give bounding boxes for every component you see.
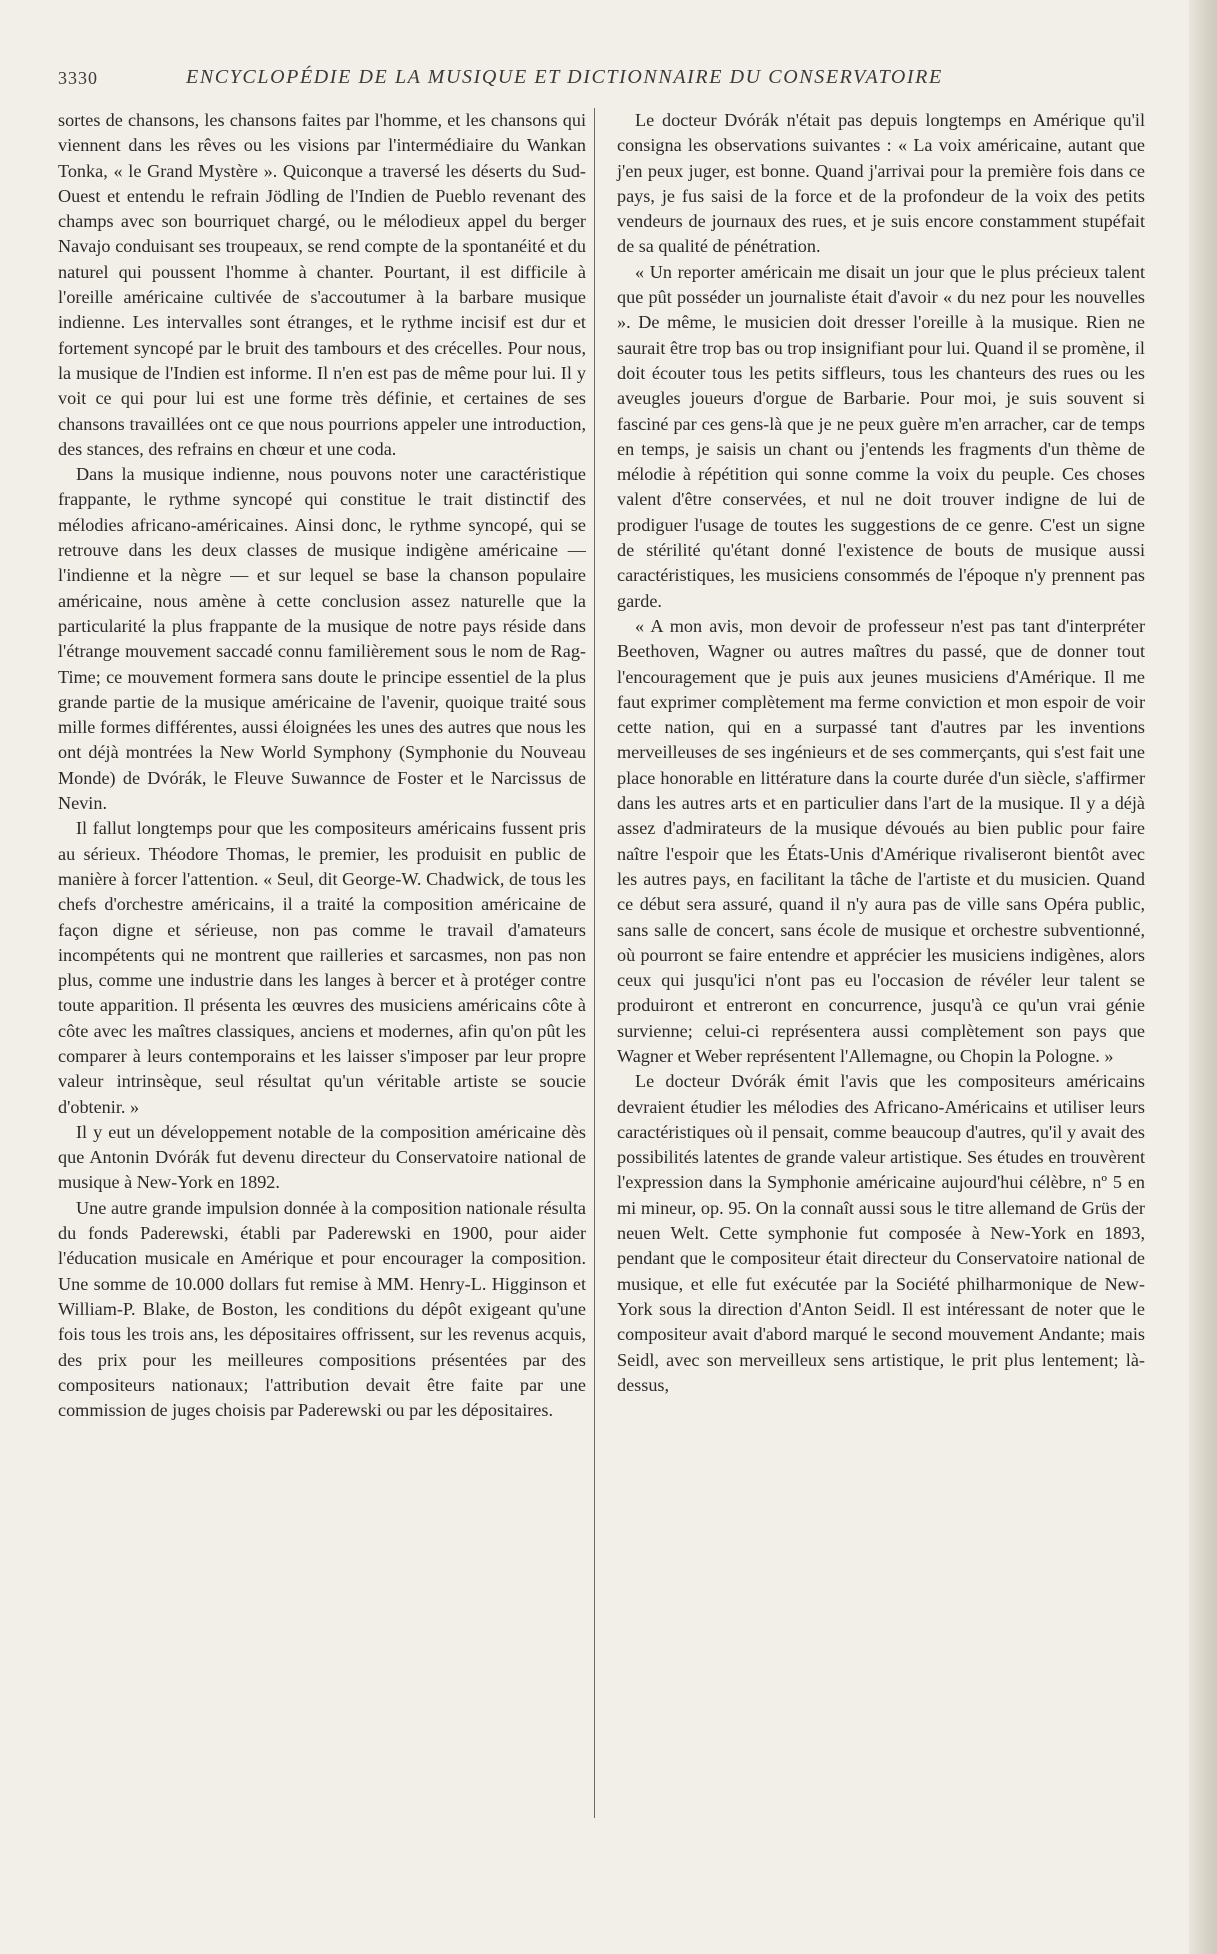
column-divider [594, 108, 595, 1818]
left-column [58, 108, 586, 1423]
page-header [58, 66, 1138, 94]
paragraph: Dans la musique indienne, nous pouvons noter une caractéristique frappante, le rythme syncopé qui constitue le trait distinctif des mélodies africano-américaines. Ainsi donc, le rythme syncopé, qui se retrouve dans les deux classes de musique indigène américaine — l'indienne et la nègre — et sur lequel se base la chanson populaire américaine, nous amène à cette conclusion assez naturelle que la particularité la plus frappante de la musique de notre pays réside dans l'étrange mouvement saccadé connu familièrement sous le nom de Rag-Time; ce mouvement formera sans doute le principe essentiel de la plus grande partie de la musique américaine de l'avenir, quoique traité sous mille formes différentes, aussi éloignées les unes des autres que nous les ont déjà montrées la New World Symphony (Symphonie du Nouveau Monde) de Dvórák, le Fleuve Suwannce de Foster et le Narcissus de Nevin. [58, 464, 586, 814]
paragraph: Il fallut longtemps pour que les compositeurs américains fussent pris au sérieux. Théodore Thomas, le premier, les produisit en public de manière à forcer l'attention. « Seul, dit George-W. Chadwick, de tous les chefs d'orchestre américains, il a traité la composition américaine de façon digne et sérieuse, non pas comme le travail d'amateurs incompétents qui ne montrent que railleries et sarcasmes, non pas non plus, comme une industrie dans les langes à bercer et à protéger contre toute apparition. Il présenta les œuvres des musiciens américains côte à côte avec les maîtres classiques, anciens et modernes, afin qu'on pût les comparer à leurs contemporains et les laisser s'imposer par leur propre valeur intrinsèque, seul résultat qu'un véritable artiste se soucie d'obtenir. » [58, 818, 586, 1117]
page-number: 3330 [58, 68, 98, 88]
paragraph: « A mon avis, mon devoir de professeur n'est pas tant d'interpréter Beethoven, Wagner ou autres maîtres du passé, que de donner tout l'encouragement que je puis aux jeunes musiciens d'Amérique. Il me faut exprimer complètement ma ferme conviction et mon espoir de voir cette nation, qui en a surpassé tant d'autres par les inventions merveilleuses de ses ingénieurs et de ses commerçants, qui s'est fait une place honorable en littérature dans la courte durée d'un siècle, s'affirmer dans les autres arts et en particulier dans l'art de la musique. Il y a déjà assez d'admirateurs de la musique dévoués au bien public pour faire naître l'espoir que les États-Unis d'Amérique rivaliseront bientôt avec les autres pays, en facilitant la tâche de l'artiste et du musicien. Quand ce début sera assuré, quand il n'y aura pas de ville sans Opéra public, sans salle de concert, sans école de musique et orchestre subventionné, où pourront se faire entendre et apprécier les musiciens indigènes, alors ceux qui jusqu'ici n'ont pas eu l'occasion de révéler leur talent se produiront et entreront en concurrence, jusqu'à ce qu'un vrai génie survienne; celui-ci représentera aussi complètement son pays que Wagner et Weber représentent l'Allemagne, ou Chopin la Pologne. » [617, 615, 1145, 1066]
paragraph: Le docteur Dvórák n'était pas depuis longtemps en Amérique qu'il consigna les observations suivantes : « La voix américaine, autant que j'en peux juger, est bonne. Quand j'arrivai pour la première fois dans ce pays, je fus saisi de la force et de la profondeur de la voix des petits vendeurs de journaux des rues, et je suis encore constamment stupéfait de sa qualité de pénétration. [617, 110, 1145, 257]
paragraph: sortes de chansons, les chansons faites par l'homme, et les chansons qui viennent dans les rêves ou les visions par l'intermédiaire du Wankan Tonka, « le Grand Mystère ». Quiconque a traversé les déserts du Sud-Ouest et entendu le refrain Jödling de l'Indien de Pueblo revenant des champs avec son bourriquet chargé, ou le mélodieux appel du berger Navajo conduisant ses troupeaux, se rend compte de la spontanéité et du naturel qui poussent l'homme à chanter. Pourtant, il est difficile à l'oreille américaine cultivée de s'accoutumer à la barbare musique indienne. Les intervalles sont étranges, et le rythme incisif est dur et fortement syncopé par le bruit des tambours et des crécelles. Pour nous, la musique de l'Indien est informe. Il n'en est pas de même pour lui. Il y voit ce qui pour lui est une forme très définie, et certaines de ses chansons travaillées ont ce que nous pourrions appeler une introduction, des stances, des refrains en chœur et une coda. [58, 110, 586, 459]
right-column [617, 108, 1145, 1398]
page-binding-edge [1189, 0, 1217, 1954]
paragraph: Une autre grande impulsion donnée à la composition nationale résulta du fonds Paderewski, établi par Paderewski en 1900, pour aider l'éducation musicale en Amérique et pour encourager la composition. Une somme de 10.000 dollars fut remise à MM. Henry-L. Higginson et William-P. Blake, de Boston, les conditions du dépôt exigeant qu'une fois tous les trois ans, les dépositaires offrissent, sur les revenus acquis, des prix pour les meilleures compositions présentées par des compositeurs nationaux; l'attribution devait être faite par une commission de juges choisis par Paderewski ou par les dépositaires. [58, 1197, 586, 1421]
running-title: ENCYCLOPÉDIE DE LA MUSIQUE ET DICTIONNAIRE DU CONSERVATOIRE [186, 66, 943, 88]
paragraph: « Un reporter américain me disait un jour que le plus précieux talent que pût posséder un journaliste était d'avoir « du nez pour les nouvelles ». De même, le musicien doit dresser l'oreille à la musique. Rien ne saurait être trop bas ou trop insignifiant pour lui. Quand il se promène, il doit écouter tous les petits siffleurs, tous les chanteurs des rues ou les aveugles joueurs d'orgue de Barbarie. Pour moi, je suis souvent si fasciné par ces gens-là que je ne peux guère m'en arracher, car de temps en temps, je saisis un chant ou j'entends les fragments d'un thème de mélodie à répétition qui sonne comme la voix du peuple. Ces choses valent d'être conservées, et nul ne doit trouver indigne de lui de prodiguer l'usage de toutes les suggestions de ce genre. C'est un signe de stérilité qu'étant donné l'existence de bouts de musique aussi caractéristiques, les musiciens consommés de l'époque n'y prennent pas garde. [617, 261, 1145, 611]
paragraph: Il y eut un développement notable de la composition américaine dès que Antonin Dvórák fut devenu directeur du Conservatoire national de musique à New-York en 1892. [58, 1121, 586, 1193]
paragraph: Le docteur Dvórák émit l'avis que les compositeurs américains devraient étudier les mélodies des Africano-Américains et utiliser leurs caractéristiques où il pensait, comme beaucoup d'autres, qu'il y avait des possibilités latentes de grande valeur artistique. Ses études en trouvèrent l'expression dans la Symphonie américaine aujourd'hui célèbre, nº 5 en mi mineur, op. 95. On la connaît aussi sous le titre allemand de Grüs der neuen Welt. Cette symphonie fut composée à New-York en 1893, pendant que le compositeur était directeur du Conservatoire national de musique, et elle fut exécutée par la Société philharmonique de New-York sous la direction d'Anton Seidl. Il est intéressant de noter que le compositeur avait d'abord marqué le second mouvement Andante; mais Seidl, avec son merveilleux sens artistique, le prit plus lentement; là-dessus, [617, 1071, 1145, 1395]
